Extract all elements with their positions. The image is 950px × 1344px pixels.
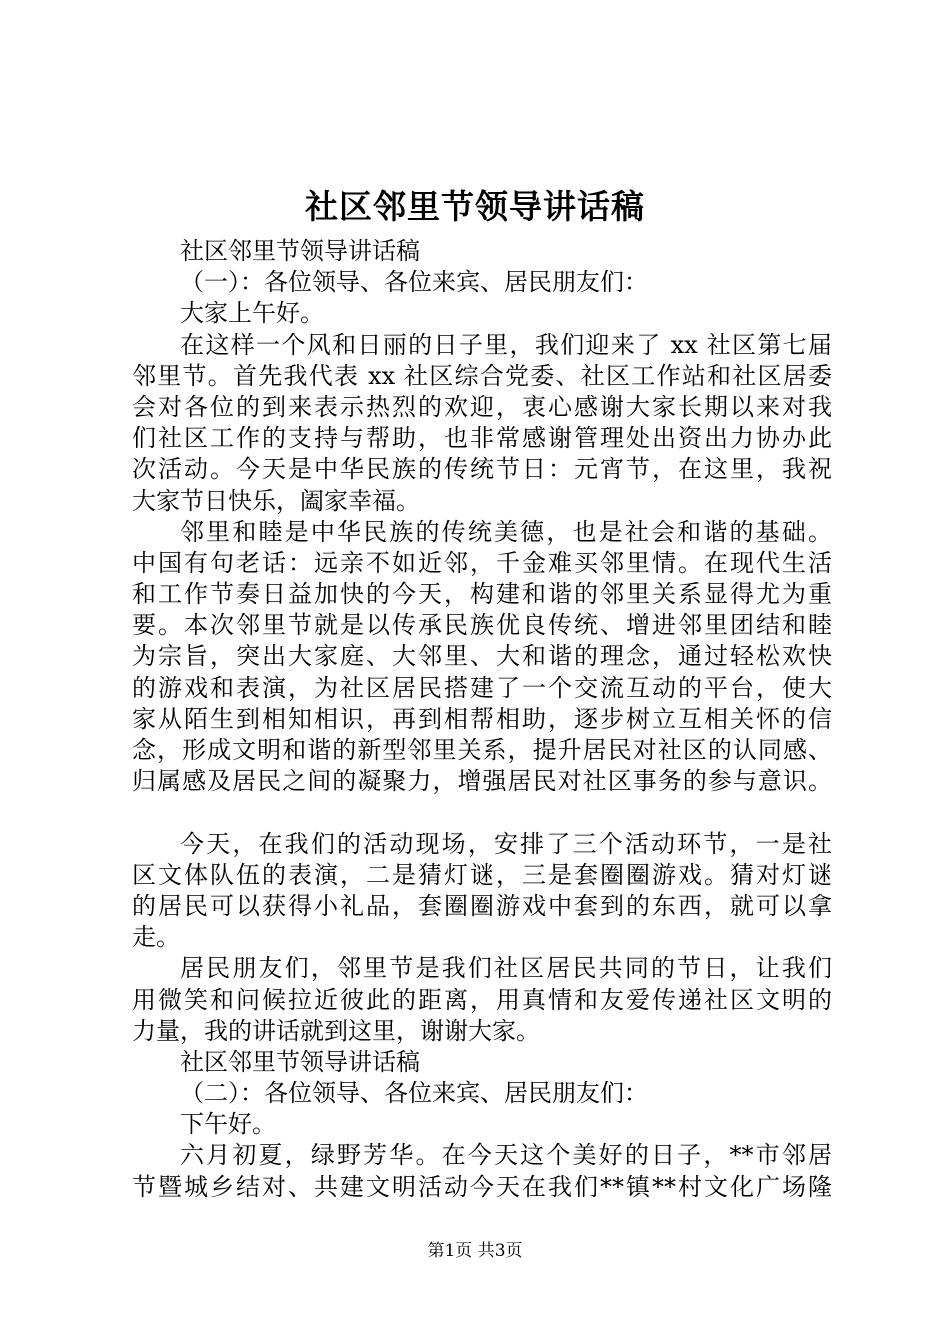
text-line: （一）：各位领导、各位来宾、居民朋友们：	[180, 268, 648, 297]
text-line: 归属感及居民之间的凝聚力，增强居民对社区事务的参与意识。	[132, 767, 832, 796]
text-line: 次活动。今天是中华民族的传统节日：元宵节，在这里，我祝	[132, 455, 832, 484]
text-line: 在这样一个风和日丽的日子里，我们迎来了 xx 社区第七届	[180, 330, 832, 359]
text-line: 中国有句老话：远亲不如近邻，千金难买邻里情。在现代生活	[132, 548, 832, 577]
text-line: 念，形成文明和谐的新型邻里关系，提升居民对社区的认同感、	[132, 736, 832, 764]
text-line: 今天，在我们的活动现场，安排了三个活动环节，一是社	[180, 829, 832, 858]
text-line: 家从陌生到相知相识，再到相帮相助，逐步树立互相关怀的信	[132, 704, 832, 733]
text-line: 六月初夏，绿野芳华。在今天这个美好的日子，**市邻居	[180, 1141, 832, 1170]
text-line: 社区邻里节领导讲话稿	[180, 1047, 420, 1076]
text-line: 邻里和睦是中华民族的传统美德，也是社会和谐的基础。	[180, 517, 832, 546]
page-footer: 第1页 共3页	[427, 1241, 523, 1261]
text-line: 的游戏和表演，为社区居民搭建了一个交流互动的平台，使大	[132, 673, 832, 702]
text-line: 走。	[132, 923, 180, 952]
document-title: 社区邻里节领导讲话稿	[305, 187, 645, 226]
text-line: （二）：各位领导、各位来宾、居民朋友们：	[180, 1079, 648, 1108]
text-line: 为宗旨，突出大家庭、大邻里、大和谐的理念，通过轻松欢快	[132, 642, 832, 671]
text-line: 邻里节。首先我代表 xx 社区综合党委、社区工作站和社区居委	[132, 361, 832, 390]
text-line: 大家节日快乐，阖家幸福。	[132, 486, 420, 515]
text-line: 会对各位的到来表示热烈的欢迎，衷心感谢大家长期以来对我	[132, 392, 832, 421]
text-line: 的居民可以获得小礼品，套圈圈游戏中套到的东西，就可以拿	[132, 891, 832, 920]
text-line: 要。本次邻里节就是以传承民族优良传统、增进邻里团结和睦	[132, 611, 832, 640]
text-line: 大家上午好。	[180, 299, 324, 328]
text-line: 用微笑和问候拉近彼此的距离，用真情和友爱传递社区文明的	[132, 985, 832, 1014]
text-line: 社区邻里节领导讲话稿	[180, 237, 420, 265]
text-line: 和工作节奏日益加快的今天，构建和谐的邻里关系显得尤为重	[132, 580, 832, 609]
text-line: 们社区工作的支持与帮助，也非常感谢管理处出资出力协办此	[132, 424, 832, 453]
text-line: 下午好。	[180, 1110, 276, 1139]
text-line: 居民朋友们，邻里节是我们社区居民共同的节日，让我们	[180, 954, 832, 983]
text-line: 节暨城乡结对、共建文明活动今天在我们**镇**村文化广场隆	[132, 1172, 832, 1201]
blank-line	[132, 797, 832, 828]
document-body	[132, 236, 832, 1203]
text-line: 力量，我的讲话就到这里，谢谢大家。	[132, 1016, 540, 1045]
text-line: 区文体队伍的表演，二是猜灯谜，三是套圈圈游戏。猜对灯谜	[132, 860, 832, 889]
